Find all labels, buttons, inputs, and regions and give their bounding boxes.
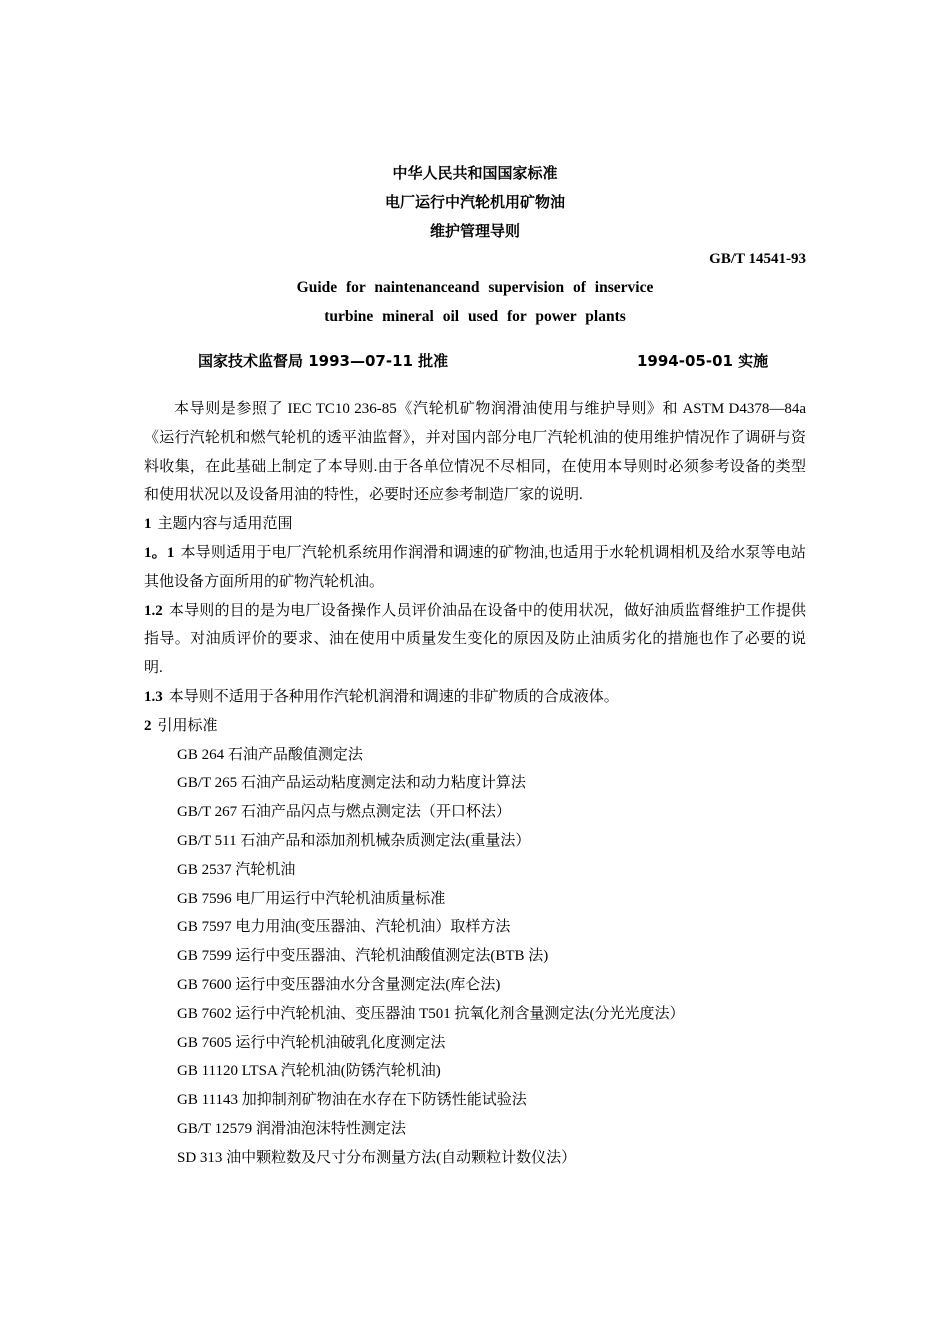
list-item: GB 7596 电厂用运行中汽轮机油质量标准: [177, 890, 446, 907]
intro-paragraph: 本导则是参照了 IEC TC10 236-85《汽轮机矿物润滑油使用与维护导则》和 ASTM D4378—84a《运行汽轮机和燃气轮机的透平油监督》，并对国内部分电厂汽轮机油的使用维护情况作了调研与资料收集，在此基础上制定了本导则.由于各单位情况不尽相同，在使用本导则时必须参考设备的类型和使用状况以及设备用油的特性，必要时还应参考制造厂家的说明.: [144, 401, 806, 504]
list-item: GB/T 267 石油产品闪点与燃点测定法（开口杯法）: [177, 804, 511, 821]
clause-text: 本导则不适用于各种用作汽轮机润滑和调速的非矿物质的合成液体。: [168, 688, 619, 705]
header-title-line2: 维护管理导则: [429, 222, 520, 240]
section-title: 主题内容与适用范围: [157, 516, 293, 533]
header-title-line1: 电厂运行中汽轮机用矿物油: [384, 193, 565, 211]
list-item: GB 7600 运行中变压器油水分含量测定法(库仑法): [177, 976, 501, 993]
clause-1-1: [144, 539, 806, 597]
list-item: GB 264 石油产品酸值测定法: [177, 746, 363, 763]
section-number: 1: [144, 516, 152, 533]
header-country-standard: 中华人民共和国国家标准: [392, 164, 558, 182]
reference-list: [144, 741, 806, 1173]
list-item: GB 7597 电力用油(变压器油、汽轮机油）取样方法: [177, 919, 511, 936]
clause-number: 1.2: [144, 602, 163, 619]
section-2-heading: [144, 712, 806, 741]
standard-number: GB/T 14541-93: [709, 251, 806, 267]
clause-text: 本导则的目的是为电厂设备操作人员评价油品在设备中的使用状况，做好油质监督维护工作提供指导。对油质评价的要求、油在使用中质量发生变化的原因及防止油质劣化的措施也作了必要的说明.: [144, 602, 806, 677]
section-1-heading: [144, 510, 806, 539]
document-body: [144, 395, 806, 1173]
effective-date: 1994-05-01 实施: [637, 352, 769, 370]
clause-text: 本导则适用于电厂汽轮机系统用作润滑和调速的矿物油,也适用于水轮机调相机及给水泵等电站其他设备方面所用的矿物汽轮机油。: [144, 544, 806, 590]
list-item: GB/T 12579 润滑油泡沫特性测定法: [177, 1120, 406, 1137]
list-item: GB 11120 LTSA 汽轮机油(防锈汽轮机油): [177, 1063, 441, 1080]
approval-date: 国家技术监督局 1993—07-11 批准: [198, 352, 449, 370]
clause-number: 1。1: [144, 544, 175, 561]
list-item: GB/T 511 石油产品和添加剂机械杂质测定法(重量法）: [177, 832, 531, 849]
section-number: 2: [144, 717, 152, 734]
list-item: GB 7599 运行中变压器油、汽轮机油酸值测定法(BTB 法): [177, 948, 549, 965]
list-item: GB/T 265 石油产品运动粘度测定法和动力粘度计算法: [177, 775, 526, 792]
clause-number: 1.3: [144, 688, 163, 705]
list-item: SD 313 油中颗粒数及尺寸分布测量方法(自动颗粒计数仪法）: [177, 1149, 577, 1166]
english-title-line2: turbine mineral oil used for power plants: [324, 308, 626, 325]
list-item: GB 7605 运行中汽轮机油破乳化度测定法: [177, 1034, 446, 1051]
section-title: 引用标准: [157, 717, 218, 734]
clause-1-2: [144, 597, 806, 683]
list-item: GB 2537 汽轮机油: [177, 861, 296, 878]
list-item: GB 11143 加抑制剂矿物油在水存在下防锈性能试验法: [177, 1092, 527, 1109]
list-item: GB 7602 运行中汽轮机油、变压器油 T501 抗氧化剂含量测定法(分光光度法）: [177, 1005, 685, 1022]
clause-1-3: [144, 683, 806, 712]
english-title-line1: Guide for naintenanceand supervision of inservice: [296, 279, 654, 296]
